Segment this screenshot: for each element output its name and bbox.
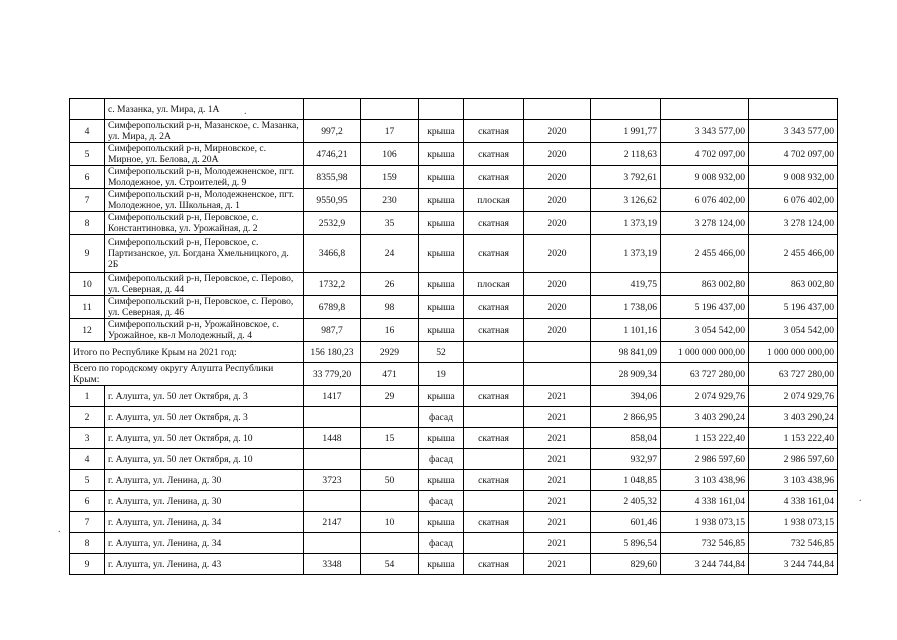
summary-area: 33 779,20 — [304, 363, 361, 386]
element-cell: крыша — [419, 319, 464, 342]
table-row — [70, 120, 838, 143]
roof-type-cell — [464, 99, 524, 120]
element-cell: крыша — [419, 554, 464, 575]
row-number: 9 — [70, 235, 105, 273]
empty-cell — [464, 363, 524, 386]
total-cost-cell: 1 938 073,15 — [661, 512, 749, 533]
total-cost-cell: 3 054 542,00 — [661, 319, 749, 342]
residents-cell: 26 — [361, 273, 419, 296]
row-number: 12 — [70, 319, 105, 342]
summary-row — [70, 363, 838, 386]
element-cell: крыша — [419, 166, 464, 189]
area-cell: 1417 — [304, 386, 361, 407]
table-row — [70, 143, 838, 166]
residents-cell — [361, 407, 419, 428]
summary-unit-cost: 98 841,09 — [591, 342, 661, 363]
area-cell — [304, 99, 361, 120]
element-cell: крыша — [419, 512, 464, 533]
total-cost-cell: 2 986 597,60 — [661, 449, 749, 470]
roof-type-cell — [464, 449, 524, 470]
fund-cost-cell: 2 986 597,60 — [749, 449, 838, 470]
element-cell: фасад — [419, 407, 464, 428]
unit-cost-cell: 1 048,85 — [591, 470, 661, 491]
address-cell: Симферопольский р-н, Перовское, с. Перово, ул. Северная, д. 44 — [105, 273, 304, 296]
row-number: 4 — [70, 120, 105, 143]
year-cell: 2020 — [524, 212, 591, 235]
table-row — [70, 386, 838, 407]
year-cell: 2020 — [524, 120, 591, 143]
year-cell: 2020 — [524, 235, 591, 273]
residents-cell — [361, 533, 419, 554]
address-cell: г. Алушта, ул. 50 лет Октября, д. 3 — [105, 407, 304, 428]
element-cell: крыша — [419, 189, 464, 212]
fund-cost-cell: 863 002,80 — [749, 273, 838, 296]
scan-speck: . — [244, 106, 247, 117]
roof-type-cell — [464, 533, 524, 554]
address-cell: Симферопольский р-н, Мирновское, с. Мирное, ул. Белова, д. 20А — [105, 143, 304, 166]
unit-cost-cell: 601,46 — [591, 512, 661, 533]
total-cost-cell: 3 278 124,00 — [661, 212, 749, 235]
capital-repair-table — [69, 98, 838, 575]
row-number: 5 — [70, 143, 105, 166]
row-number: 6 — [70, 166, 105, 189]
table-body — [70, 99, 838, 575]
roof-type-cell: плоская — [464, 273, 524, 296]
table-row — [70, 491, 838, 512]
element-cell: крыша — [419, 428, 464, 449]
element-cell — [419, 99, 464, 120]
address-cell: г. Алушта, ул. 50 лет Октября, д. 10 — [105, 428, 304, 449]
row-number: 11 — [70, 296, 105, 319]
roof-type-cell: скатная — [464, 120, 524, 143]
year-cell: 2020 — [524, 273, 591, 296]
area-cell — [304, 449, 361, 470]
address-cell: Симферопольский р-н, Перовское, с. Перово, ул. Северная, д. 46 — [105, 296, 304, 319]
residents-cell: 98 — [361, 296, 419, 319]
summary-label: Итого по Республике Крым на 2021 год: — [70, 342, 304, 363]
total-cost-cell: 5 196 437,00 — [661, 296, 749, 319]
element-cell: фасад — [419, 449, 464, 470]
residents-cell — [361, 449, 419, 470]
unit-cost-cell: 2 118,63 — [591, 143, 661, 166]
year-cell: 2020 — [524, 166, 591, 189]
row-number — [70, 99, 105, 120]
total-cost-cell: 6 076 402,00 — [661, 189, 749, 212]
roof-type-cell: скатная — [464, 512, 524, 533]
fund-cost-cell: 3 054 542,00 — [749, 319, 838, 342]
unit-cost-cell: 932,97 — [591, 449, 661, 470]
roof-type-cell: скатная — [464, 554, 524, 575]
year-cell: 2021 — [524, 512, 591, 533]
unit-cost-cell: 2 405,32 — [591, 491, 661, 512]
summary-count: 19 — [419, 363, 464, 386]
table-row — [70, 189, 838, 212]
table-row — [70, 428, 838, 449]
total-cost-cell: 2 074 929,76 — [661, 386, 749, 407]
row-number: 1 — [70, 386, 105, 407]
address-cell: г. Алушта, ул. Ленина, д. 34 — [105, 533, 304, 554]
address-cell: Симферопольский р-н, Перовское, с. Константиновка, ул. Урожайная, д. 2 — [105, 212, 304, 235]
address-cell: Симферопольский р-н, Урожайновское, с. Урожайное, кв-л Молодежный, д. 4 — [105, 319, 304, 342]
residents-cell: 29 — [361, 386, 419, 407]
roof-type-cell — [464, 491, 524, 512]
fund-cost-cell: 1 153 222,40 — [749, 428, 838, 449]
area-cell: 2532,9 — [304, 212, 361, 235]
year-cell: 2021 — [524, 449, 591, 470]
residents-cell: 24 — [361, 235, 419, 273]
address-cell: г. Алушта, ул. Ленина, д. 30 — [105, 470, 304, 491]
roof-type-cell: плоская — [464, 189, 524, 212]
fund-cost-cell: 6 076 402,00 — [749, 189, 838, 212]
area-cell: 4746,21 — [304, 143, 361, 166]
area-cell — [304, 407, 361, 428]
empty-cell — [524, 342, 591, 363]
year-cell: 2021 — [524, 386, 591, 407]
address-cell: г. Алушта, ул. 50 лет Октября, д. 10 — [105, 449, 304, 470]
residents-cell: 16 — [361, 319, 419, 342]
residents-cell: 17 — [361, 120, 419, 143]
summary-total: 63 727 280,00 — [661, 363, 749, 386]
area-cell: 3466,8 — [304, 235, 361, 273]
area-cell — [304, 533, 361, 554]
total-cost-cell: 863 002,80 — [661, 273, 749, 296]
row-number: 7 — [70, 512, 105, 533]
scan-speck: . — [859, 493, 862, 504]
area-cell: 2147 — [304, 512, 361, 533]
row-number: 6 — [70, 491, 105, 512]
row-number: 10 — [70, 273, 105, 296]
total-cost-cell: 4 338 161,04 — [661, 491, 749, 512]
fund-cost-cell: 3 244 744,84 — [749, 554, 838, 575]
year-cell: 2021 — [524, 470, 591, 491]
total-cost-cell: 3 244 744,84 — [661, 554, 749, 575]
residents-cell: 230 — [361, 189, 419, 212]
summary-unit-cost: 28 909,34 — [591, 363, 661, 386]
scan-speck: . — [58, 524, 61, 535]
table-row — [70, 470, 838, 491]
summary-residents: 471 — [361, 363, 419, 386]
unit-cost-cell: 1 738,06 — [591, 296, 661, 319]
summary-total: 1 000 000 000,00 — [661, 342, 749, 363]
total-cost-cell: 9 008 932,00 — [661, 166, 749, 189]
row-number: 3 — [70, 428, 105, 449]
summary-row — [70, 342, 838, 363]
table-row — [70, 166, 838, 189]
unit-cost-cell: 394,06 — [591, 386, 661, 407]
address-cell: г. Алушта, ул. Ленина, д. 30 — [105, 491, 304, 512]
unit-cost-cell: 1 101,16 — [591, 319, 661, 342]
area-cell — [304, 491, 361, 512]
total-cost-cell: 732 546,85 — [661, 533, 749, 554]
area-cell: 987,7 — [304, 319, 361, 342]
year-cell: 2021 — [524, 407, 591, 428]
table-row — [70, 554, 838, 575]
year-cell: 2021 — [524, 428, 591, 449]
year-cell: 2020 — [524, 143, 591, 166]
fund-cost-cell: 4 702 097,00 — [749, 143, 838, 166]
total-cost-cell: 3 403 290,24 — [661, 407, 749, 428]
fund-cost-cell: 2 074 929,76 — [749, 386, 838, 407]
fund-cost-cell: 5 196 437,00 — [749, 296, 838, 319]
unit-cost-cell: 419,75 — [591, 273, 661, 296]
address-cell: г. Алушта, ул. Ленина, д. 34 — [105, 512, 304, 533]
fund-cost-cell: 1 938 073,15 — [749, 512, 838, 533]
row-number: 8 — [70, 212, 105, 235]
unit-cost-cell: 1 373,19 — [591, 212, 661, 235]
residents-cell: 106 — [361, 143, 419, 166]
area-cell: 997,2 — [304, 120, 361, 143]
element-cell: крыша — [419, 273, 464, 296]
row-number: 9 — [70, 554, 105, 575]
row-number: 4 — [70, 449, 105, 470]
row-number: 2 — [70, 407, 105, 428]
unit-cost-cell: 2 866,95 — [591, 407, 661, 428]
element-cell: крыша — [419, 235, 464, 273]
residents-cell: 50 — [361, 470, 419, 491]
roof-type-cell: скатная — [464, 166, 524, 189]
table-row — [70, 296, 838, 319]
roof-type-cell: скатная — [464, 296, 524, 319]
roof-type-cell: скатная — [464, 235, 524, 273]
summary-area: 156 180,23 — [304, 342, 361, 363]
summary-fund: 1 000 000 000,00 — [749, 342, 838, 363]
total-cost-cell: 2 455 466,00 — [661, 235, 749, 273]
residents-cell: 35 — [361, 212, 419, 235]
empty-cell — [524, 363, 591, 386]
address-cell: Симферопольский р-н, Молодежненское, пгт. Молодежное, ул. Строителей, д. 9 — [105, 166, 304, 189]
unit-cost-cell: 5 896,54 — [591, 533, 661, 554]
element-cell: фасад — [419, 491, 464, 512]
unit-cost-cell — [591, 99, 661, 120]
fund-cost-cell: 3 103 438,96 — [749, 470, 838, 491]
table-row — [70, 273, 838, 296]
address-cell: Симферопольский р-н, Мазанское, с. Мазанка, ул. Мира, д. 2А — [105, 120, 304, 143]
address-cell: г. Алушта, ул. 50 лет Октября, д. 3 — [105, 386, 304, 407]
address-cell: г. Алушта, ул. Ленина, д. 43 — [105, 554, 304, 575]
roof-type-cell: скатная — [464, 212, 524, 235]
residents-cell: 10 — [361, 512, 419, 533]
element-cell: крыша — [419, 296, 464, 319]
table-row — [70, 512, 838, 533]
element-cell: крыша — [419, 386, 464, 407]
year-cell: 2021 — [524, 554, 591, 575]
summary-count: 52 — [419, 342, 464, 363]
fund-cost-cell — [749, 99, 838, 120]
element-cell: крыша — [419, 143, 464, 166]
roof-type-cell: скатная — [464, 319, 524, 342]
fund-cost-cell: 732 546,85 — [749, 533, 838, 554]
unit-cost-cell: 858,04 — [591, 428, 661, 449]
fund-cost-cell: 3 403 290,24 — [749, 407, 838, 428]
total-cost-cell: 3 103 438,96 — [661, 470, 749, 491]
total-cost-cell: 4 702 097,00 — [661, 143, 749, 166]
year-cell — [524, 99, 591, 120]
row-number: 8 — [70, 533, 105, 554]
residents-cell: 159 — [361, 166, 419, 189]
area-cell: 3723 — [304, 470, 361, 491]
summary-fund: 63 727 280,00 — [749, 363, 838, 386]
year-cell: 2020 — [524, 319, 591, 342]
unit-cost-cell: 1 991,77 — [591, 120, 661, 143]
unit-cost-cell: 1 373,19 — [591, 235, 661, 273]
area-cell: 6789,8 — [304, 296, 361, 319]
area-cell: 3348 — [304, 554, 361, 575]
roof-type-cell: скатная — [464, 428, 524, 449]
area-cell: 1448 — [304, 428, 361, 449]
fund-cost-cell: 2 455 466,00 — [749, 235, 838, 273]
summary-residents: 2929 — [361, 342, 419, 363]
element-cell: фасад — [419, 533, 464, 554]
total-cost-cell: 3 343 577,00 — [661, 120, 749, 143]
element-cell: крыша — [419, 120, 464, 143]
year-cell: 2021 — [524, 533, 591, 554]
year-cell: 2020 — [524, 189, 591, 212]
roof-type-cell: скатная — [464, 386, 524, 407]
table-row — [70, 449, 838, 470]
table-row — [70, 235, 838, 273]
element-cell: крыша — [419, 212, 464, 235]
year-cell: 2020 — [524, 296, 591, 319]
element-cell: крыша — [419, 470, 464, 491]
table-row — [70, 319, 838, 342]
total-cost-cell — [661, 99, 749, 120]
year-cell: 2021 — [524, 491, 591, 512]
unit-cost-cell: 3 792,61 — [591, 166, 661, 189]
total-cost-cell: 1 153 222,40 — [661, 428, 749, 449]
table-row — [70, 99, 838, 120]
row-number: 5 — [70, 470, 105, 491]
summary-label: Всего по городскому округу Алушта Республики Крым: — [70, 363, 304, 386]
row-number: 7 — [70, 189, 105, 212]
fund-cost-cell: 9 008 932,00 — [749, 166, 838, 189]
address-cell: Симферопольский р-н, Перовское, с. Партизанское, ул. Богдана Хмельницкого, д. 2Б — [105, 235, 304, 273]
fund-cost-cell: 3 278 124,00 — [749, 212, 838, 235]
empty-cell — [464, 342, 524, 363]
address-cell: Симферопольский р-н, Молодежненское, пгт. Молодежное, ул. Школьная, д. 1 — [105, 189, 304, 212]
residents-cell: 54 — [361, 554, 419, 575]
area-cell: 8355,98 — [304, 166, 361, 189]
unit-cost-cell: 3 126,62 — [591, 189, 661, 212]
table-row — [70, 407, 838, 428]
fund-cost-cell: 3 343 577,00 — [749, 120, 838, 143]
table-row — [70, 212, 838, 235]
area-cell: 9550,95 — [304, 189, 361, 212]
unit-cost-cell: 829,60 — [591, 554, 661, 575]
area-cell: 1732,2 — [304, 273, 361, 296]
residents-cell — [361, 491, 419, 512]
roof-type-cell: скатная — [464, 470, 524, 491]
roof-type-cell: скатная — [464, 143, 524, 166]
address-cell: с. Мазанка, ул. Мира, д. 1А — [105, 99, 304, 120]
residents-cell: 15 — [361, 428, 419, 449]
fund-cost-cell: 4 338 161,04 — [749, 491, 838, 512]
roof-type-cell — [464, 407, 524, 428]
residents-cell — [361, 99, 419, 120]
table-row — [70, 533, 838, 554]
